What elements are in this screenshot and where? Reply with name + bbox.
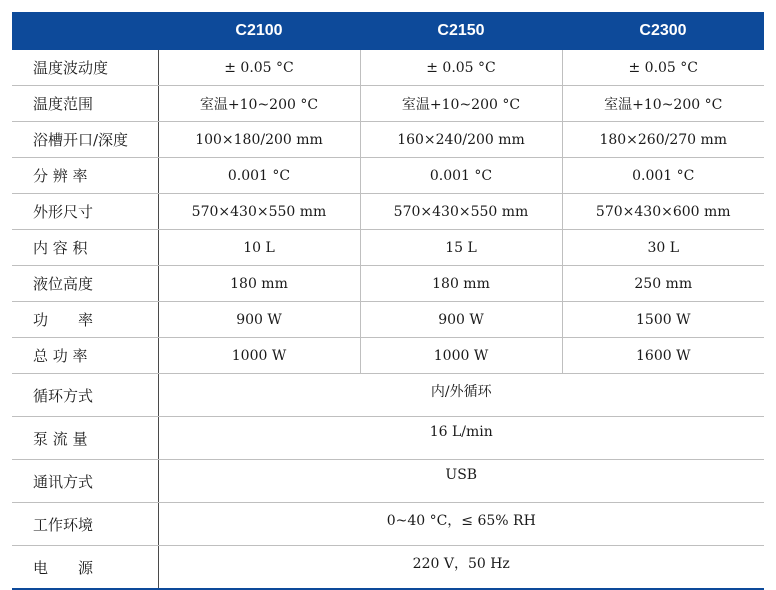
row-label: 液位高度 [12, 266, 158, 302]
merged-cell-value: 内/外循环 [158, 374, 764, 417]
cell-value: 室温+10~200 °C [562, 86, 764, 122]
cell-value: 1000 W [158, 338, 360, 374]
cell-value: 0.001 °C [158, 158, 360, 194]
row-label: 通讯方式 [12, 460, 158, 503]
header-corner [12, 12, 158, 50]
cell-value: 0.001 °C [562, 158, 764, 194]
cell-value: 室温+10~200 °C [360, 86, 562, 122]
merged-cell-value: USB [158, 460, 764, 503]
merged-cell-value: 16 L/min [158, 417, 764, 460]
cell-value: 0.001 °C [360, 158, 562, 194]
table-row [12, 194, 764, 230]
table-row [12, 86, 764, 122]
table-row-merged [12, 460, 764, 503]
row-label: 分 辨 率 [12, 158, 158, 194]
row-label: 工作环境 [12, 503, 158, 546]
table-row [12, 266, 764, 302]
cell-value: 180 mm [360, 266, 562, 302]
cell-value: 1500 W [562, 302, 764, 338]
row-label: 泵 流 量 [12, 417, 158, 460]
cell-value: 15 L [360, 230, 562, 266]
header-row [12, 12, 764, 50]
cell-value: 160×240/200 mm [360, 122, 562, 158]
header-model-c2300: C2300 [562, 12, 764, 50]
cell-value: 900 W [158, 302, 360, 338]
table-row [12, 122, 764, 158]
table-row-merged [12, 503, 764, 546]
table-row-merged [12, 417, 764, 460]
cell-value: 570×430×550 mm [158, 194, 360, 230]
row-label: 浴槽开口/深度 [12, 122, 158, 158]
cell-value: 10 L [158, 230, 360, 266]
row-label: 外形尺寸 [12, 194, 158, 230]
cell-value: 570×430×600 mm [562, 194, 764, 230]
cell-value: ± 0.05 °C [158, 50, 360, 86]
cell-value: 1000 W [360, 338, 562, 374]
row-label: 内 容 积 [12, 230, 158, 266]
cell-value: 180 mm [158, 266, 360, 302]
spec-table [12, 12, 764, 590]
table-row [12, 158, 764, 194]
merged-cell-value: 220 V，50 Hz [158, 546, 764, 590]
cell-value: 30 L [562, 230, 764, 266]
cell-value: 250 mm [562, 266, 764, 302]
table-row [12, 302, 764, 338]
table-row [12, 230, 764, 266]
table-row-merged [12, 374, 764, 417]
table-row-merged [12, 546, 764, 590]
cell-value: 900 W [360, 302, 562, 338]
cell-value: ± 0.05 °C [360, 50, 562, 86]
table-row [12, 338, 764, 374]
cell-value: 180×260/270 mm [562, 122, 764, 158]
row-label: 循环方式 [12, 374, 158, 417]
header-model-c2150: C2150 [360, 12, 562, 50]
row-label: 功 率 [12, 302, 158, 338]
table-row [12, 50, 764, 86]
cell-value: 1600 W [562, 338, 764, 374]
row-label: 电 源 [12, 546, 158, 590]
header-model-c2100: C2100 [158, 12, 360, 50]
row-label: 总 功 率 [12, 338, 158, 374]
cell-value: 570×430×550 mm [360, 194, 562, 230]
row-label: 温度波动度 [12, 50, 158, 86]
cell-value: 100×180/200 mm [158, 122, 360, 158]
row-label: 温度范围 [12, 86, 158, 122]
cell-value: 室温+10~200 °C [158, 86, 360, 122]
merged-cell-value: 0~40 °C，≤ 65% RH [158, 503, 764, 546]
cell-value: ± 0.05 °C [562, 50, 764, 86]
